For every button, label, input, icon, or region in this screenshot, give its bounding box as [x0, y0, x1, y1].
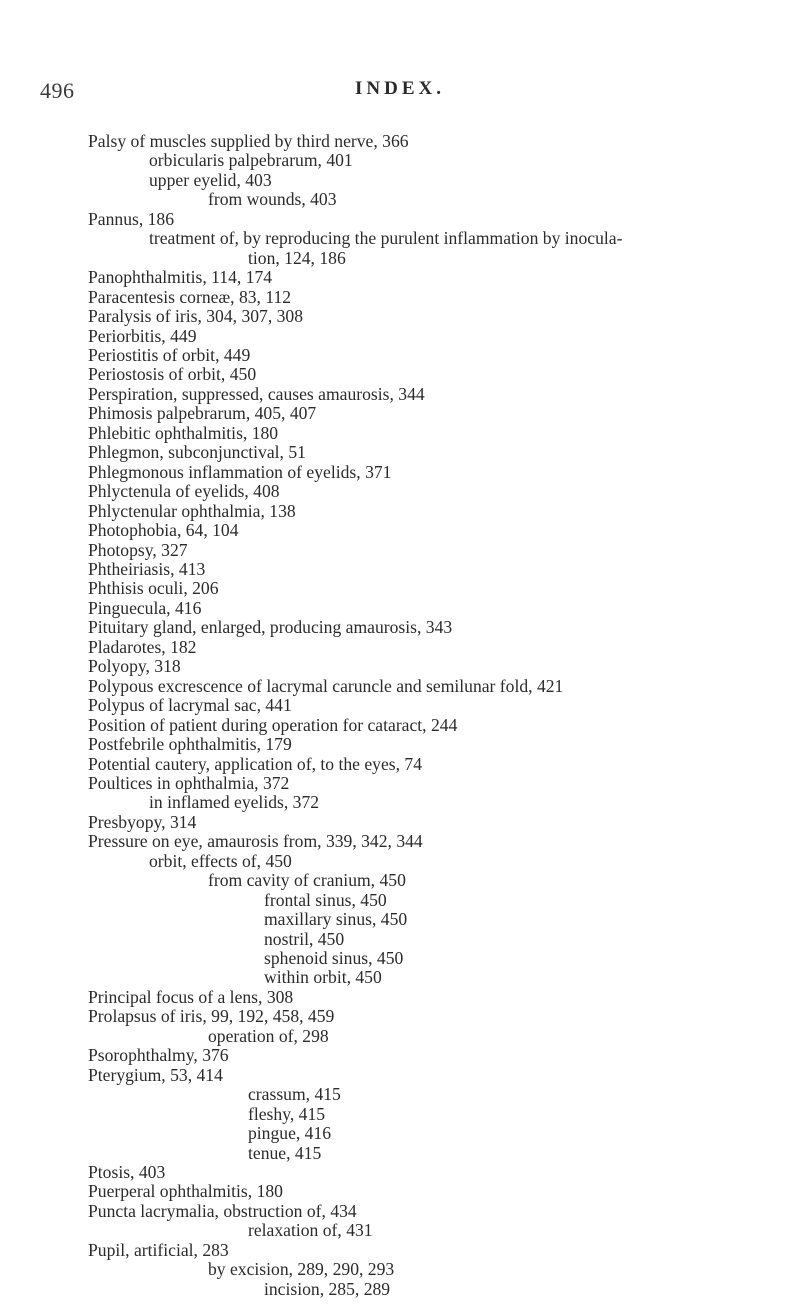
index-subentry: pingue, 416 [248, 1123, 332, 1144]
index-entry: Photopsy, 327 [88, 539, 188, 560]
index-entry: Phlyctenula of eyelids, 408 [88, 481, 280, 502]
index-entry: Psorophthalmy, 376 [88, 1045, 229, 1066]
index-subentry: orbit, effects of, 450 [149, 850, 292, 871]
index-entry: Paracentesis corneæ, 83, 112 [88, 286, 292, 307]
index-entry: Palsy of muscles supplied by third nerve, 366 [88, 131, 409, 151]
index-entry: Ptosis, 403 [88, 1162, 166, 1183]
index-entry: Phlyctenular ophthalmia, 138 [88, 500, 296, 521]
index-entry: Panophthalmitis, 114, 174 [88, 267, 273, 288]
index-entry: Puerperal ophthalmitis, 180 [88, 1181, 283, 1202]
index-entry: Paralysis of iris, 304, 307, 308 [88, 306, 304, 327]
index-entry: Pinguecula, 416 [88, 597, 202, 618]
index-subentry: frontal sinus, 450 [264, 889, 387, 910]
index-entry: Photophobia, 64, 104 [88, 520, 239, 541]
index-subentry: from cavity of cranium, 450 [208, 870, 406, 891]
index-entry: Presbyopy, 314 [88, 811, 197, 832]
index-entry: Phimosis palpebrarum, 405, 407 [88, 403, 317, 424]
index-entry: Polypus of lacrymal sac, 441 [88, 695, 292, 716]
index-subentry: within orbit, 450 [264, 967, 382, 988]
index-entry: Phlebitic ophthalmitis, 180 [88, 422, 279, 443]
index-subentry: relaxation of, 431 [248, 1220, 373, 1241]
index-entry: Potential cautery, application of, to the eyes, 74 [88, 753, 423, 774]
page-number: 496 [40, 78, 75, 103]
running-title: INDEX. [355, 78, 445, 99]
index-subentry: sphenoid sinus, 450 [264, 948, 404, 969]
index-subentry: maxillary sinus, 450 [264, 909, 408, 930]
index-subentry: tenue, 415 [248, 1142, 322, 1163]
index-entry: Phtheiriasis, 413 [88, 558, 206, 579]
index-entry: Pterygium, 53, 414 [88, 1064, 223, 1085]
index-entry: Periostitis of orbit, 449 [88, 344, 251, 365]
index-subentry: upper eyelid, 403 [149, 169, 272, 190]
index-subentry: by excision, 289, 290, 293 [208, 1259, 395, 1280]
index-entry: Puncta lacrymalia, obstruction of, 434 [88, 1200, 357, 1221]
index-entry: Pressure on eye, amaurosis from, 339, 342, 344 [88, 831, 423, 852]
index-entry: Perspiration, suppressed, causes amaurosis, 344 [88, 383, 425, 404]
index-entry: Phlegmonous inflammation of eyelids, 371 [88, 461, 392, 482]
index-entry: Position of patient during operation for cataract, 244 [88, 714, 458, 735]
index-entry: Pladarotes, 182 [88, 636, 197, 657]
index-subentry: crassum, 415 [248, 1084, 341, 1105]
index-entry: Pituitary gland, enlarged, producing amaurosis, 343 [88, 617, 453, 638]
index-subentry: tion, 124, 186 [248, 247, 346, 268]
index-entries [88, 132, 778, 1299]
index-entry: Prolapsus of iris, 99, 192, 458, 459 [88, 1006, 335, 1027]
index-entry: Principal focus of a lens, 308 [88, 986, 294, 1007]
index-subentry: incision, 285, 289 [264, 1278, 391, 1299]
index-entry: Periorbitis, 449 [88, 325, 197, 346]
index-subentry: from wounds, 403 [208, 189, 337, 210]
index-entry: Phlegmon, subconjunctival, 51 [88, 442, 306, 463]
index-subentry: fleshy, 415 [248, 1103, 326, 1124]
index-subentry: treatment of, by reproducing the purulent inflammation by inocula- [149, 228, 623, 249]
index-subentry: orbicularis palpebrarum, 401 [149, 150, 353, 171]
index-entry: Pupil, artificial, 283 [88, 1239, 229, 1260]
index-subentry: nostril, 450 [264, 928, 345, 949]
index-entry: Poultices in ophthalmia, 372 [88, 772, 290, 793]
index-entry: Periostosis of orbit, 450 [88, 364, 257, 385]
index-entry: Polypous excrescence of lacrymal caruncle and semilunar fold, 421 [88, 675, 564, 696]
index-entry: Polyopy, 318 [88, 656, 181, 677]
page-header [40, 78, 760, 108]
index-subentry: operation of, 298 [208, 1025, 329, 1046]
index-entry: Pannus, 186 [88, 208, 175, 229]
index-subentry: in inflamed eyelids, 372 [149, 792, 320, 813]
index-entry: Postfebrile ophthalmitis, 179 [88, 734, 292, 755]
index-entry: Phthisis oculi, 206 [88, 578, 219, 599]
